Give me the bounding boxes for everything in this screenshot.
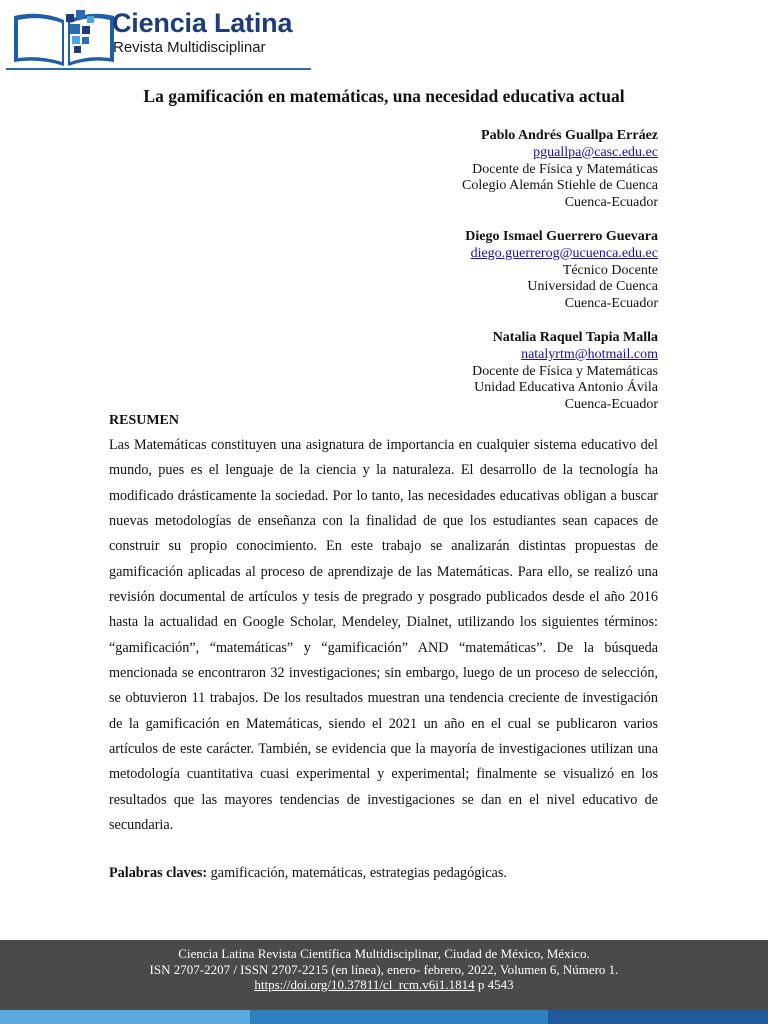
author-location: Cuenca-Ecuador	[564, 195, 658, 211]
footer-doi-line	[0, 977, 768, 993]
keywords-line	[109, 865, 669, 882]
footer-stripe-light	[0, 1010, 250, 1024]
open-book-logo-icon	[10, 8, 122, 68]
keywords-list: gamificación, matemáticas, estrategias pedagógicas.	[210, 865, 507, 881]
paper-title: La gamificación en matemáticas, una necesidad educativa actual	[143, 86, 625, 106]
author-name: Natalia Raquel Tapia Malla	[492, 329, 658, 345]
author-list	[462, 128, 658, 431]
author-location: Cuenca-Ecuador	[564, 296, 658, 312]
author-email-link[interactable]: diego.guerrerog@ucuenca.edu.ec	[470, 245, 658, 261]
abstract-text: Las Matemáticas constituyen una asignatura de importancia en cualquier sistema educativo del mundo, pues es el lenguaje de la ciencia y la naturaleza. El desarrollo de la tecnología ha modificado drásticamente la sociedad. Por lo tanto, las necesidades educativas obligan a buscar nuevas metodologías de enseñanza con la finalidad de que los estudiantes sean capaces de construir su propio conocimiento. En este trabajo se analizarán distintas propuestas de gamificación aplicadas al proceso de aprendizaje de las Matemáticas. Para ello, se realizó una revisión documental de artículos y tesis de pregrado y posgrado publicados desde el año 2016 hasta la actualidad en Google Scholar, Mendeley, Dialnet, utilizando los siguientes términos: “gamificación”, “matemáticas” y “gamificación” AND “matemáticas”. De la búsqueda mencionada se encontraron 32 investigaciones; sin embargo, luego de un proceso de selección, se obtuvieron 11 trabajos. De los resultados muestran una tendencia creciente de investigación de la gamificación en Matemáticas, siendo el 2021 un año en el cual se publicaron varios artículos de este carácter. También, se evidencia que la mayoría de investigaciones utilizan una metodología cuantitativa cuasi experimental y experimental; finalmente se visualizó en los resultados que las mayores tendencias de investigaciones se dan en el nivel educativo de secundaria.	[109, 437, 658, 834]
author-role: Técnico Docente	[562, 262, 658, 278]
author-block	[462, 128, 658, 212]
footer-stripe-dark	[548, 1010, 768, 1024]
author-email-link[interactable]: pguallpa@casc.edu.ec	[533, 144, 658, 160]
header-divider	[6, 68, 311, 70]
footer-issn-line: ISN 2707-2207 / ISSN 2707-2215 (en línea), enero- febrero, 2022, Volumen 6, Número 1.	[149, 961, 619, 977]
doi-link[interactable]: https://doi.org/10.37811/cl_rcm.v6i1.1814	[254, 977, 475, 992]
author-role: Docente de Física y Matemáticas	[472, 161, 658, 177]
author-name: Pablo Andrés Guallpa Erráez	[481, 128, 658, 143]
keywords-label: Palabras claves:	[109, 865, 208, 881]
abstract-heading: RESUMEN	[109, 413, 180, 428]
author-institution: Unidad Educativa Antonio Ávila	[474, 380, 658, 396]
author-location: Cuenca-Ecuador	[564, 397, 658, 413]
author-institution: Universidad de Cuenca	[527, 279, 658, 295]
footer-stripe	[0, 1010, 768, 1024]
author-email-link[interactable]: natalyrtm@hotmail.com	[521, 346, 658, 362]
author-role: Docente de Física y Matemáticas	[472, 363, 658, 379]
author-block	[462, 330, 658, 414]
author-name: Diego Ismael Guerrero Guevara	[465, 228, 658, 244]
journal-header	[0, 0, 768, 70]
journal-subtitle: Revista Multidisciplinar	[113, 39, 266, 56]
author-institution: Colegio Alemán Stiehle de Cuenca	[462, 178, 658, 194]
page-number: p 4543	[477, 977, 514, 992]
author-block	[462, 229, 658, 313]
journal-title: Ciencia Latina	[112, 8, 293, 38]
footer-citation	[0, 946, 768, 993]
footer-journal-line: Ciencia Latina Revista Científica Multidisciplinar, Ciudad de México, México.	[178, 946, 590, 961]
